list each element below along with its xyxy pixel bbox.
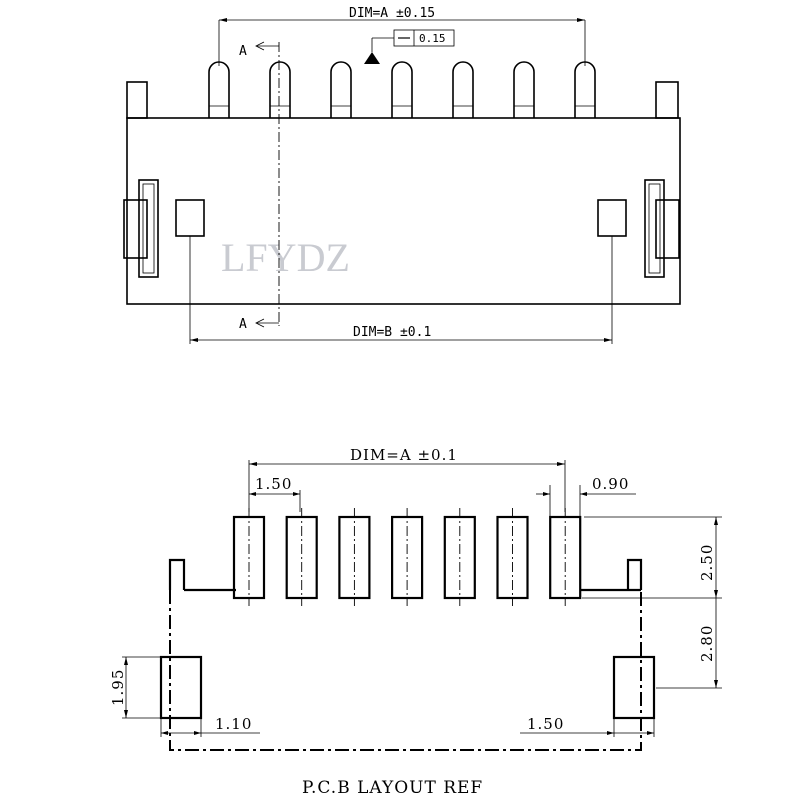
- connector-pin: [331, 62, 351, 118]
- watermark: LFYDZ: [221, 235, 350, 280]
- dim-a-pcb-label: DIM=A ±0.1: [350, 446, 458, 464]
- connector-top-view: [124, 6, 680, 344]
- pad-width-label: 0.90: [592, 475, 630, 493]
- right-tab-pad: [614, 657, 654, 718]
- right-tab-width-label: 1.50: [527, 715, 565, 733]
- flatness-value: 0.15: [419, 32, 446, 45]
- section-mark-bottom: A: [239, 317, 247, 332]
- dim-b-label: DIM=B ±0.1: [353, 325, 432, 340]
- pad-length-label: 2.50: [698, 543, 716, 581]
- section-line-a: [239, 42, 279, 332]
- pitch-dimension: [249, 475, 300, 512]
- pcb-pad: [287, 508, 317, 606]
- pcb-pad: [498, 508, 528, 606]
- dim-a-dimension-top: [219, 6, 585, 66]
- pcb-pad: [445, 508, 475, 606]
- tab-height-label: 1.95: [109, 668, 127, 706]
- right-boss: [598, 200, 626, 236]
- right-corner-post: [656, 82, 678, 118]
- left-tab-width-label: 1.10: [215, 715, 253, 733]
- pad-width-dimension: [536, 475, 636, 516]
- connector-pin: [575, 62, 595, 118]
- left-tab-pad: [161, 657, 201, 718]
- pitch-label: 1.50: [255, 475, 293, 493]
- left-boss: [176, 200, 204, 236]
- pad-to-tab-label: 2.80: [698, 624, 716, 662]
- pcb-layout-caption: P.C.B LAYOUT REF: [302, 778, 484, 798]
- connector-body: [127, 118, 680, 304]
- connector-pins: [209, 62, 595, 118]
- pcb-pads: [234, 508, 580, 606]
- right-side-latch: [645, 180, 679, 277]
- pad-to-tab-dimension: [656, 598, 722, 688]
- pcb-pad: [339, 508, 369, 606]
- left-corner-post: [127, 82, 147, 118]
- connector-pin: [514, 62, 534, 118]
- left-side-latch: [124, 180, 158, 277]
- connector-pin: [209, 62, 229, 118]
- pad-length-dimension: [582, 517, 722, 598]
- pcb-layout: [109, 446, 722, 798]
- dim-a-dimension-pcb: [249, 446, 565, 512]
- dim-a-top-label: DIM=A ±0.15: [349, 6, 436, 21]
- flatness-callout: [364, 30, 454, 64]
- connector-pin: [392, 62, 412, 118]
- pcb-pad: [234, 508, 264, 606]
- pcb-pad: [550, 508, 580, 606]
- pcb-pad: [392, 508, 422, 606]
- section-mark-top: A: [239, 44, 247, 59]
- connector-pin: [270, 62, 290, 118]
- connector-pin: [453, 62, 473, 118]
- tab-height-dimension: [109, 657, 161, 718]
